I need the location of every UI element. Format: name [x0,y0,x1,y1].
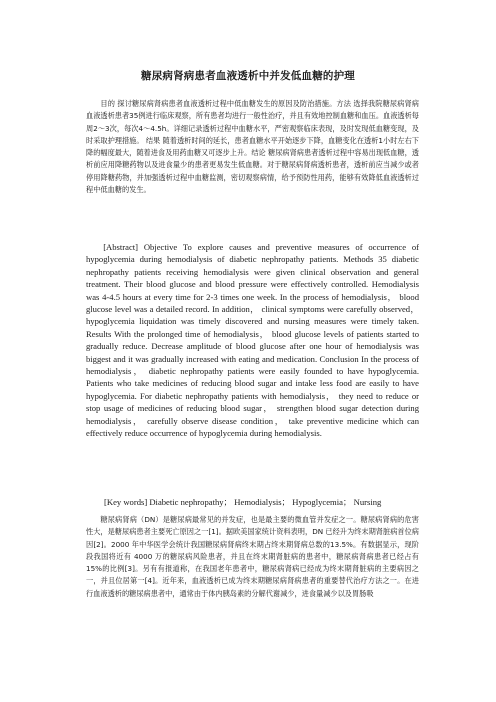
chinese-abstract: 目的 探讨糖尿病肾病患者血液透析过程中低血糖发生的原因及防治措施。方法 选择我院糖尿病肾病血液透析患者35例进行临床观察，所有患者均进行一般性治疗，并且有效地控制血糖和血压。血液透析每周2～3次，每次4～4.5h。详细记录透析过程中血糖水平，严密观察临床表现，及时发现低血糖变现，及时采取护理措施。 结果 随着透析时间的延长，患者血糖水平开始逐步下降，血糖变化在透析1小时左右下降的幅度最大，随着进食及用药血糖又可逐步上升。结论 糖尿病肾病患者透析过程中容易出现低血糖，透析前应用降糖药物以及进食量少的患者更易发生低血糖。对于糖尿病肾病透析患者，透析前应当减少或者停用降糖药物，并加强透析过程中血糖监测，密切观察病情，给予预防性用药，能够有效降低血液透析过程中低血糖的发生。 [86,99,419,195]
english-abstract: [Abstract] Objective To explore causes and preventive measures of occurrence of hypoglycemia during hemodialysis of diabetic nephropathy patients. Methods 35 diabetic nephropathy patients receiving hemodialysis were given clinical observation and general treatment. Their blood glucose and blood pressure were effectively controlled. Hemodialysis was 4-4.5 hours at every time for 2-3 times one week. In the process of hemodialysis， blood glucose level was a detailed record. In addition， clinical symptoms were carefully observed， hypoglycemia liquidation was timely discovered and nursing measures were timely taken. Results With the prolonged time of hemodialysis， blood glucose levels of patients started to gradually reduce. Decrease amplitude of blood glucose after one hour of hemodialysis was biggest and it was gradually increased with eating and medication. Conclusion In the process of hemodialysis， diabetic nephropathy patients were easily founded to have hypoglycemia. Patients who take medicines of reducing blood sugar and intake less food are easily to have hypoglycemia. For diabetic nephropathy patients with hemodialysis， they need to reduce or stop usage of medicines of reducing blood sugar， strengthen blood sugar detection during hemodialysis， carefully observe disease condition， take preventive medicine which can effectively reduce occurrence of hypoglycemia during hemodialysis. [86,242,419,439]
body-paragraph: 糖尿病肾病（DN）是糖尿病最常见的并发症，也是最主要的微血管并发症之一。糖尿病肾病的危害性大，是糖尿病患者主要死亡原因之一[1]。据欧美国家统计资料表明，DN 已经升为终末期肾脏病首位病因[2]。2000 年中华医学会统计我国糖尿病肾病终末期占终末期肾病总数的13.5%。有数据显示，现阶段我国将近有 4000 万的糖尿病风险患者，并且在终末期肾脏病的患者中，糖尿病肾病患者已经占有 15%的比例[3]。另有有报道称，在我国老年患者中，糖尿病肾病已经成为终末期肾脏病的主要病因之一，并且位居第一[4]。近年来，血液透析已成为终末期糖尿病肾病患者的重要替代治疗方法之一。在进行血液透析的糖尿病患者中，通常由于体内胰岛素的分解代谢减少，进食量减少以及胃肠吸 [86,515,419,598]
english-keywords: [Key words] Diabetic nephropathy； Hemodialysis； Hypoglycemia； Nursing [104,497,382,507]
document-title: 糖尿病肾病患者血液透析中并发低血糖的护理 [141,70,355,82]
